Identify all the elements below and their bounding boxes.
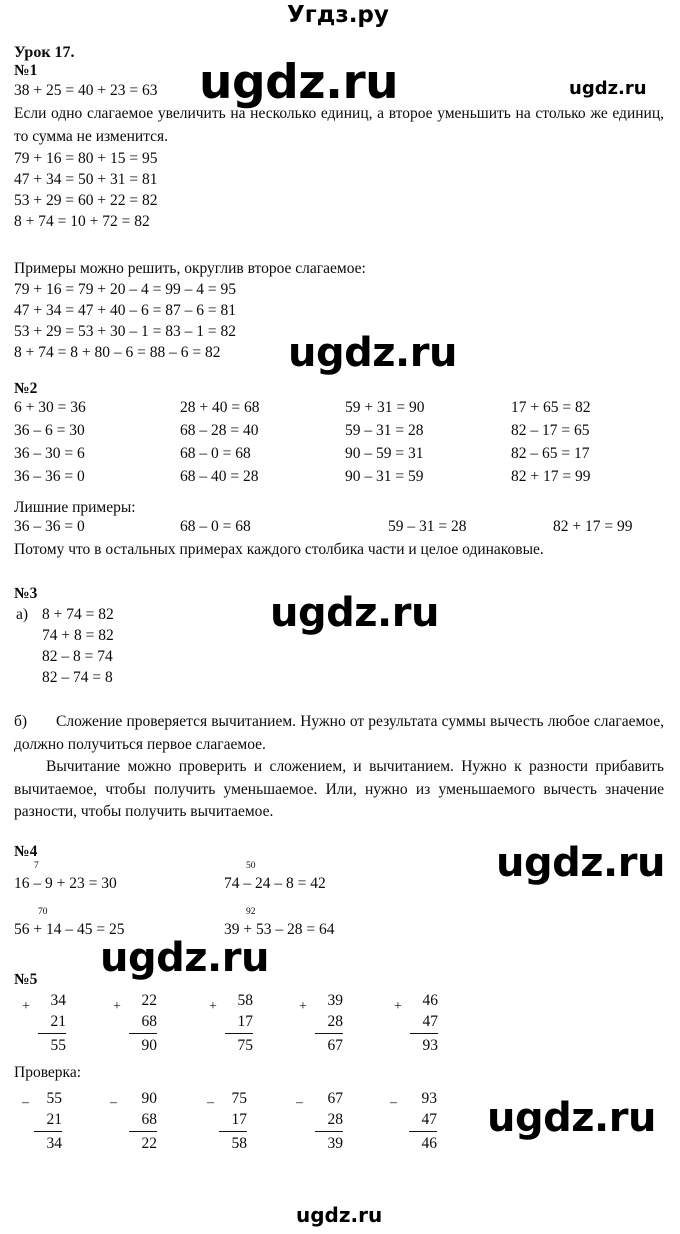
addend-bottom: 68 [129, 1011, 157, 1034]
minus-icon: – [390, 1095, 397, 1110]
task1-line: 53 + 29 = 60 + 22 = 82 [14, 192, 158, 209]
task1-rounding-line: 8 + 74 = 8 + 80 – 6 = 88 – 6 = 82 [14, 344, 221, 361]
task2-cell: 82 – 65 = 17 [511, 445, 590, 462]
watermark-brand-3: ugdz.ru [270, 590, 439, 636]
task5-check-column [390, 1088, 437, 1155]
minuend: 90 [141, 1090, 157, 1107]
task4-expression: 39 + 53 – 28 = 64 [224, 921, 335, 938]
task5-check-column [207, 1088, 247, 1155]
task1-rounding-line: 47 + 34 = 47 + 40 – 6 = 87 – 6 = 81 [14, 302, 236, 319]
task2-cell: 36 – 30 = 6 [14, 445, 85, 462]
task3-b-paragraph-1: Сложение проверяется вычитанием. Нужно от результата суммы вычесть любое слагаемое, должно получиться первое слагаемое. [14, 713, 664, 753]
watermark-brand-6: ugdz.ru [487, 1095, 656, 1141]
difference-result: 39 [327, 1135, 343, 1152]
task1-rounding-line: 79 + 16 = 79 + 20 – 4 = 99 – 4 = 95 [14, 281, 236, 298]
column-sum [225, 990, 253, 1057]
plus-icon: + [113, 999, 121, 1014]
column-difference [315, 1088, 343, 1155]
column-sum [38, 990, 66, 1057]
table-row [0, 861, 680, 907]
task2-extra-row [0, 518, 680, 541]
task-number-2: №2 [14, 380, 38, 397]
addend-bottom: 17 [225, 1011, 253, 1034]
task3-a-line: 82 – 74 = 8 [42, 669, 113, 686]
task1-rounding-heading: Примеры можно решить, округлив второе слагаемое: [14, 260, 366, 277]
addend-top: 58 [237, 992, 253, 1009]
task3-a-label: а) [16, 606, 29, 623]
task-number-3: №3 [14, 585, 38, 602]
task2-extra-cell: 36 – 36 = 0 [14, 518, 85, 535]
task5-addition-column [394, 990, 438, 1057]
task5-check-column [296, 1088, 343, 1155]
task3-a-line: 82 – 8 = 74 [42, 648, 113, 665]
minuend: 93 [421, 1090, 437, 1107]
subtrahend: 17 [219, 1109, 247, 1132]
difference-result: 22 [141, 1135, 157, 1152]
column-sum [129, 990, 157, 1057]
subtrahend: 28 [315, 1109, 343, 1132]
task2-cell: 68 – 40 = 28 [180, 468, 259, 485]
sum-result: 93 [422, 1037, 438, 1054]
plus-icon: + [299, 999, 307, 1014]
task2-extra-cell: 59 – 31 = 28 [388, 518, 467, 535]
task2-cell: 6 + 30 = 36 [14, 399, 86, 416]
sum-result: 90 [141, 1037, 157, 1054]
watermark-brand-5: ugdz.ru [100, 935, 269, 981]
task1-rule-text: Если одно слагаемое увеличить на несколько единиц, а второе уменьшить на столько же единиц, то сумма не изменится. [14, 105, 664, 145]
task5-check-column [110, 1088, 157, 1155]
task1-line: 8 + 74 = 10 + 72 = 82 [14, 213, 150, 230]
difference-result: 58 [231, 1135, 247, 1152]
watermark-bottom: ugdz.ru [296, 1203, 383, 1227]
watermark-top-right: Угдз.ру [287, 2, 389, 28]
task4-item [224, 861, 326, 894]
table-row [0, 518, 680, 541]
minus-icon: – [22, 1095, 29, 1110]
task5-check-column [22, 1088, 62, 1155]
plus-icon: + [209, 999, 217, 1014]
task2-cell: 36 – 36 = 0 [14, 468, 85, 485]
difference-result: 34 [46, 1135, 62, 1152]
watermark-brand-1: ugdz.ru [199, 55, 399, 110]
task2-cell: 28 + 40 = 68 [180, 399, 260, 416]
column-sum [315, 990, 343, 1057]
task2-cell: 59 + 31 = 90 [345, 399, 425, 416]
table-row [0, 422, 680, 445]
task4-expression: 16 – 9 + 23 = 30 [14, 875, 117, 892]
addend-bottom: 21 [38, 1011, 66, 1034]
task1-rounding-line: 53 + 29 = 53 + 30 – 1 = 83 – 1 = 82 [14, 323, 236, 340]
task2-cell: 90 – 31 = 59 [345, 468, 424, 485]
addend-top: 39 [327, 992, 343, 1009]
addend-top: 34 [50, 992, 66, 1009]
task4-intermediate-value: 7 [34, 861, 39, 871]
sum-result: 55 [50, 1037, 66, 1054]
task4-item [14, 861, 117, 894]
task4-intermediate-value: 50 [246, 861, 256, 871]
lesson-title: Урок 17. [14, 44, 75, 61]
table-row [0, 468, 680, 491]
sum-result: 75 [237, 1037, 253, 1054]
task1-first-line: 38 + 25 = 40 + 23 = 63 [14, 82, 158, 99]
table-row [0, 445, 680, 468]
addend-bottom: 28 [315, 1011, 343, 1034]
task2-cell: 17 + 65 = 82 [511, 399, 591, 416]
task2-extra-cell: 68 – 0 = 68 [180, 518, 251, 535]
task-number-4: №4 [14, 843, 38, 860]
column-difference [34, 1088, 62, 1155]
column-difference [219, 1088, 247, 1155]
watermark-brand-small: ugdz.ru [569, 78, 647, 99]
task2-cell: 82 – 17 = 65 [511, 422, 590, 439]
task3-b-label: б) [14, 713, 28, 730]
task2-cell: 68 – 28 = 40 [180, 422, 259, 439]
task4-expression: 74 – 24 – 8 = 42 [224, 875, 326, 892]
task4-grid [0, 861, 680, 953]
subtrahend: 68 [129, 1109, 157, 1132]
task5-addition-column [22, 990, 66, 1057]
task2-cell: 59 – 31 = 28 [345, 422, 424, 439]
task1-line: 47 + 34 = 50 + 31 = 81 [14, 171, 158, 188]
minuend: 67 [327, 1090, 343, 1107]
minus-icon: – [110, 1095, 117, 1110]
task2-cell: 68 – 0 = 68 [180, 445, 251, 462]
difference-result: 46 [421, 1135, 437, 1152]
task5-addition-column [299, 990, 343, 1057]
task4-intermediate-value: 70 [38, 907, 48, 917]
task3-a-line: 8 + 74 = 82 [42, 606, 114, 623]
sum-result: 67 [327, 1037, 343, 1054]
minuend: 75 [231, 1090, 247, 1107]
watermark-brand-4: ugdz.ru [496, 840, 665, 886]
minus-icon: – [296, 1095, 303, 1110]
watermark-brand-2: ugdz.ru [288, 330, 457, 376]
addend-bottom: 47 [410, 1011, 438, 1034]
task5-addition-column [113, 990, 157, 1057]
column-difference [129, 1088, 157, 1155]
table-row [0, 907, 680, 953]
task2-grid [0, 399, 680, 491]
subtrahend: 47 [409, 1109, 437, 1132]
plus-icon: + [22, 999, 30, 1014]
column-difference [409, 1088, 437, 1155]
task3-a-line: 74 + 8 = 82 [42, 627, 114, 644]
task2-extra-label: Лишние примеры: [14, 499, 136, 516]
task4-intermediate-value: 92 [246, 907, 256, 917]
task4-item [224, 907, 334, 940]
plus-icon: + [394, 999, 402, 1014]
task2-cell: 82 + 17 = 99 [511, 468, 591, 485]
task4-expression: 56 + 14 – 45 = 25 [14, 921, 125, 938]
task-number-1: №1 [14, 62, 38, 79]
task5-addition-column [209, 990, 253, 1057]
column-sum [410, 990, 438, 1057]
minus-icon: – [207, 1095, 214, 1110]
task2-cell: 36 – 6 = 30 [14, 422, 85, 439]
addend-top: 46 [422, 992, 438, 1009]
addend-top: 22 [141, 992, 157, 1009]
task3-b-paragraph-2: Вычитание можно проверить и сложением, и вычитанием. Нужно к разности прибавить вычитаемое, чтобы получить уменьшаемое. Или, нужно из уменьшаемого вычесть значение разности, чтобы получить вычитаемое. [14, 758, 664, 820]
task5-check-label: Проверка: [14, 1064, 82, 1081]
subtrahend: 21 [34, 1109, 62, 1132]
task1-line: 79 + 16 = 80 + 15 = 95 [14, 150, 158, 167]
task-number-5: №5 [14, 971, 38, 988]
task2-reason-text: Потому что в остальных примерах каждого столбика части и целое одинаковые. [14, 541, 544, 558]
minuend: 55 [46, 1090, 62, 1107]
task2-extra-cell: 82 + 17 = 99 [553, 518, 633, 535]
task4-item [14, 907, 124, 940]
table-row [0, 399, 680, 422]
task2-cell: 90 – 59 = 31 [345, 445, 424, 462]
